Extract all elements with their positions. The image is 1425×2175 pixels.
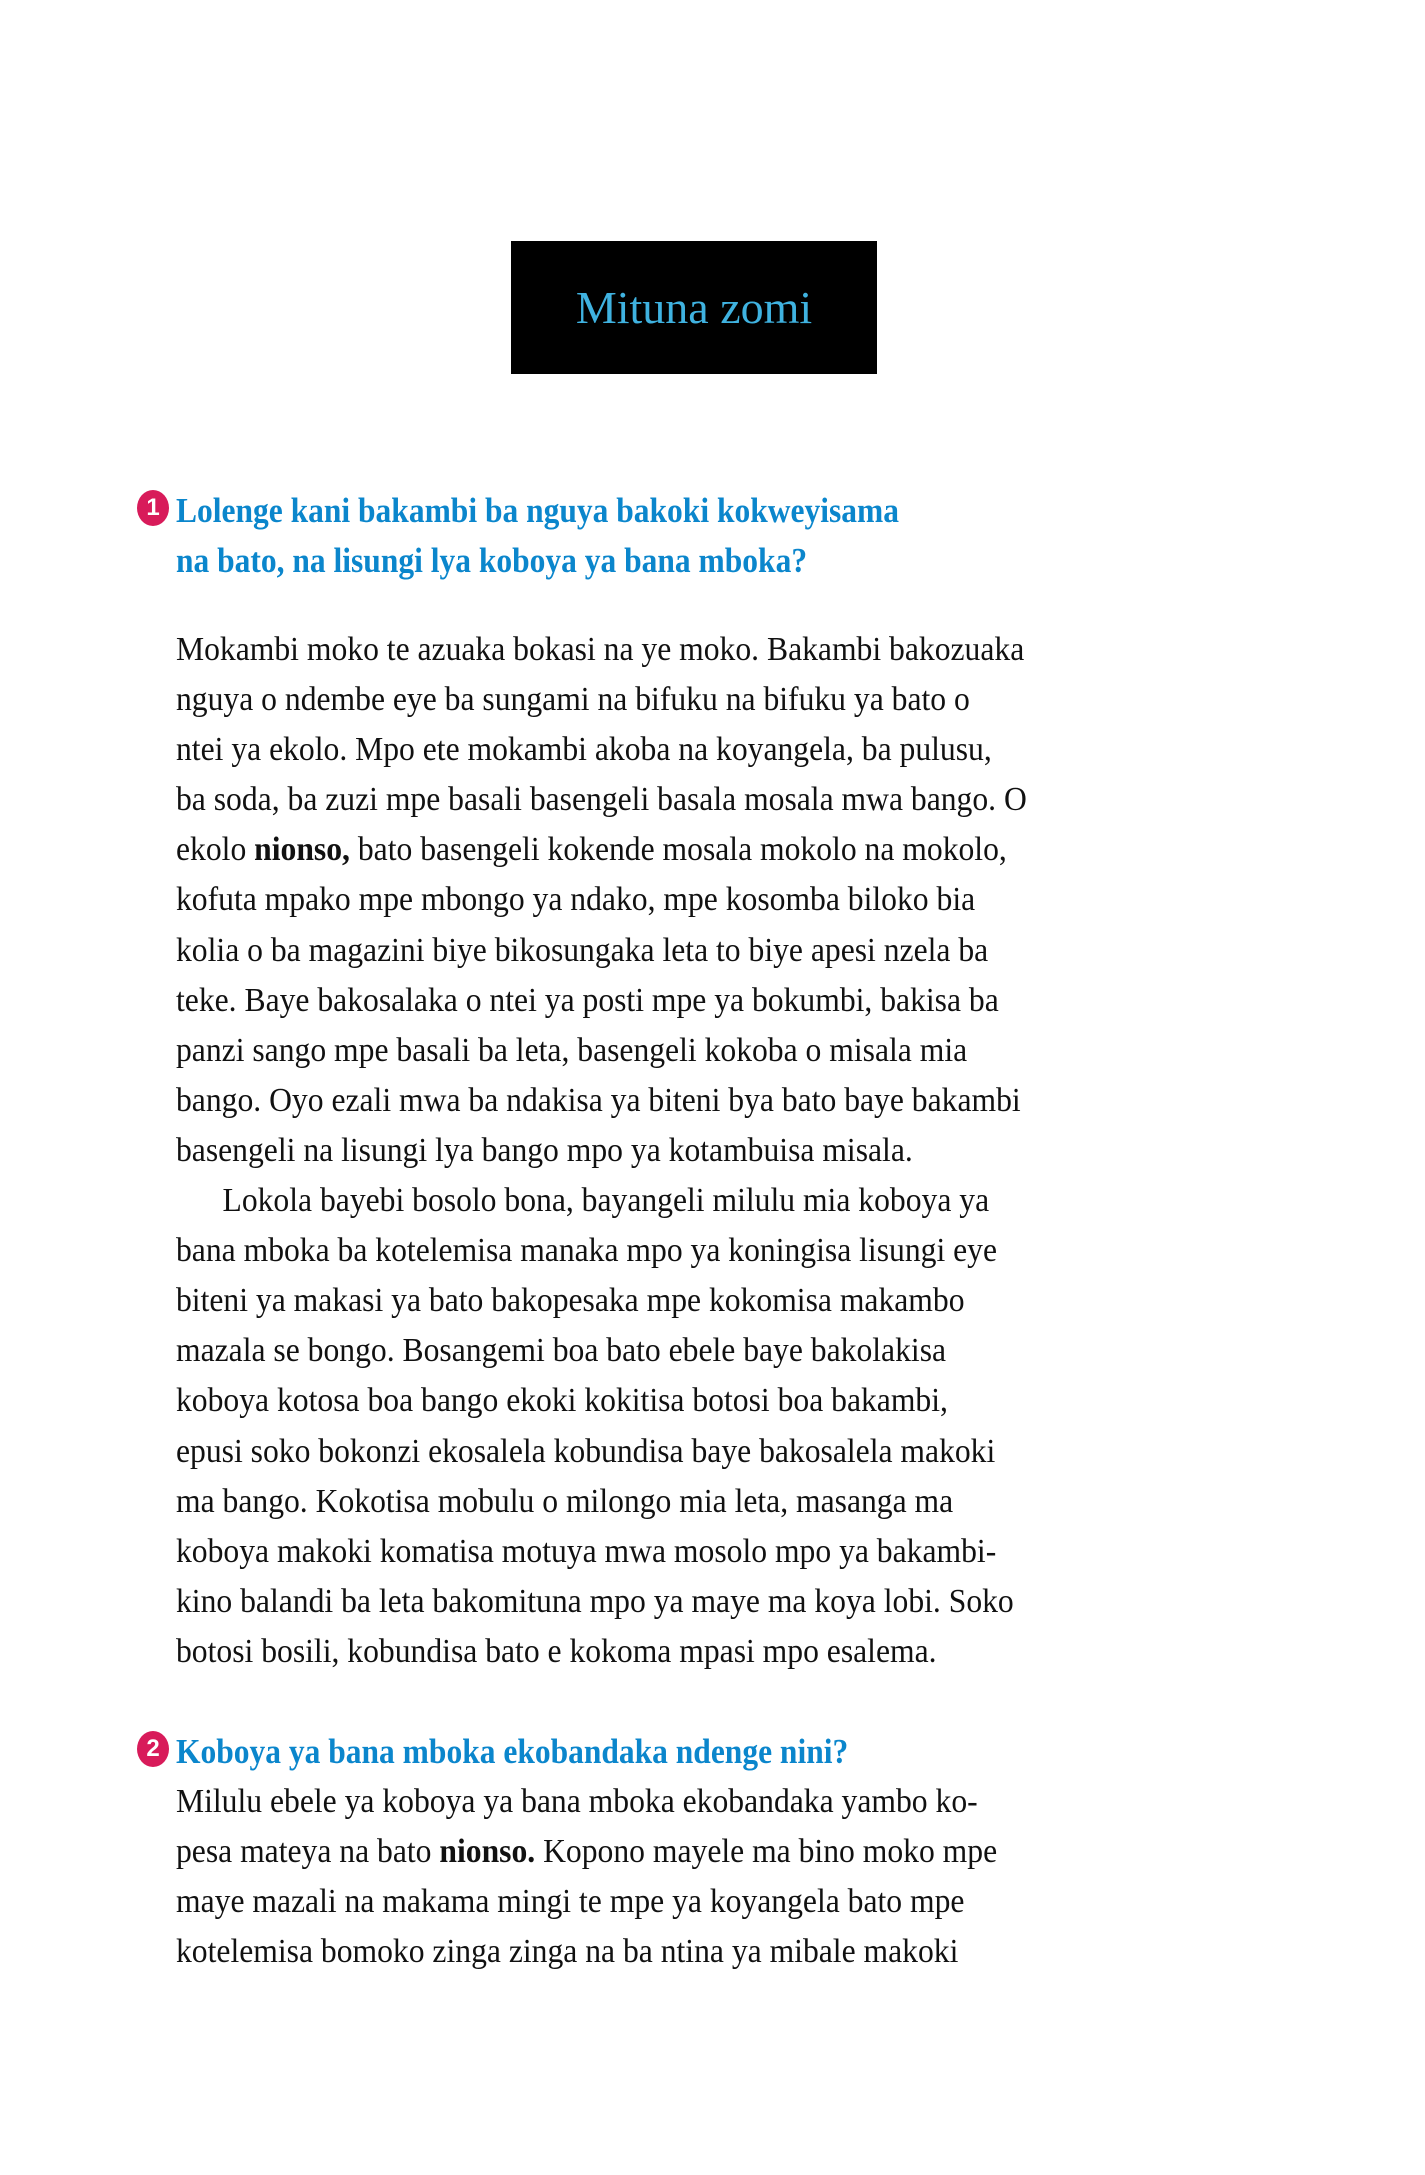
text-segment: bato basengeli kokende mosala mokolo na mokolo,	[349, 831, 1007, 869]
heading-line: Koboya ya bana mboka ekobandaka ndenge nini?	[176, 1732, 849, 1771]
text-line: bango. Oyo ezali mwa ba ndakisa ya biteni bya bato baye bakambi	[176, 1081, 1021, 1119]
text-line: koboya makoki komatisa motuya mwa mosolo mpo ya bakambi-	[176, 1532, 997, 1570]
text-line: Milulu ebele ya koboya ya bana mboka ekobandaka yambo ko-	[176, 1783, 978, 1820]
question-number-badge	[137, 490, 169, 526]
question-2-body	[176, 1777, 1059, 1977]
text-line: bana mboka ba kotelemisa manaka mpo ya koningisa lisungi eye	[176, 1232, 998, 1270]
text-line	[176, 825, 1027, 875]
text-line: basengeli na lisungi lya bango mpo ya kotambuisa misala.	[176, 1131, 913, 1169]
text-line: panzi sango mpe basali ba leta, basengeli kokoba o misala mia	[176, 1031, 968, 1069]
question-number: 1	[146, 494, 160, 521]
text-line	[176, 1827, 997, 1877]
question-number-badge	[137, 1731, 169, 1767]
text-line: nguya o ndembe eye ba sungami na bifuku na bifuku ya bato o	[176, 681, 970, 719]
text-line: ba soda, ba zuzi mpe basali basengeli basala mosala mwa bango. O	[176, 781, 1027, 819]
bold-word: nionso,	[254, 831, 350, 869]
question-2-heading	[176, 1727, 848, 1777]
text-line: kotelemisa bomoko zinga zinga na ba ntina ya mibale makoki	[176, 1933, 959, 1971]
text-line: biteni ya makasi ya bato bakopesaka mpe kokomisa makambo	[176, 1282, 965, 1320]
text-line: Mokambi moko te azuaka bokasi na ye moko. Bakambi bakozuaka	[176, 631, 1025, 668]
heading-line: na bato, na lisungi lya koboya ya bana mboka?	[176, 541, 808, 580]
text-segment: ekolo	[176, 831, 255, 869]
text-line: kolia o ba magazini biye bikosungaka leta to biye apesi nzela ba	[176, 931, 989, 969]
question-1-heading	[176, 486, 899, 586]
text-segment: pesa mateya na bato	[176, 1833, 440, 1871]
text-line: maye mazali na makama mingi te mpe ya koyangela bato mpe	[176, 1883, 965, 1921]
text-line: epusi soko bokonzi ekosalela kobundisa baye bakosalela makoki	[176, 1432, 996, 1470]
chapter-title: Mituna zomi	[575, 282, 813, 333]
chapter-title-box	[511, 241, 877, 374]
text-line: mazala se bongo. Bosangemi boa bato ebele baye bakolakisa	[176, 1332, 947, 1370]
bold-word: nionso.	[439, 1833, 536, 1871]
text-line: ma bango. Kokotisa mobulu o milongo mia leta, masanga ma	[176, 1482, 954, 1520]
question-number: 2	[146, 1735, 160, 1762]
question-1-body	[176, 625, 1091, 1677]
text-line: kino balandi ba leta bakomituna mpo ya maye ma koya lobi. Soko	[176, 1582, 1014, 1620]
text-segment: Kopono mayele ma bino moko mpe	[535, 1833, 998, 1871]
text-line: botosi bosili, kobundisa bato e kokoma mpasi mpo esalema.	[176, 1632, 937, 1670]
heading-line: Lolenge kani bakambi ba nguya bakoki kokweyisama	[176, 491, 899, 530]
text-line: ntei ya ekolo. Mpo ete mokambi akoba na koyangela, ba pulusu,	[176, 731, 992, 769]
text-line: Lokola bayebi bosolo bona, bayangeli milulu mia koboya ya	[222, 1182, 990, 1220]
text-line: teke. Baye bakosalaka o ntei ya posti mpe ya bokumbi, bakisa ba	[176, 981, 999, 1019]
text-line: kofuta mpako mpe mbongo ya ndako, mpe kosomba biloko bia	[176, 881, 976, 919]
text-line: koboya kotosa boa bango ekoki kokitisa botosi boa bakambi,	[176, 1382, 948, 1420]
